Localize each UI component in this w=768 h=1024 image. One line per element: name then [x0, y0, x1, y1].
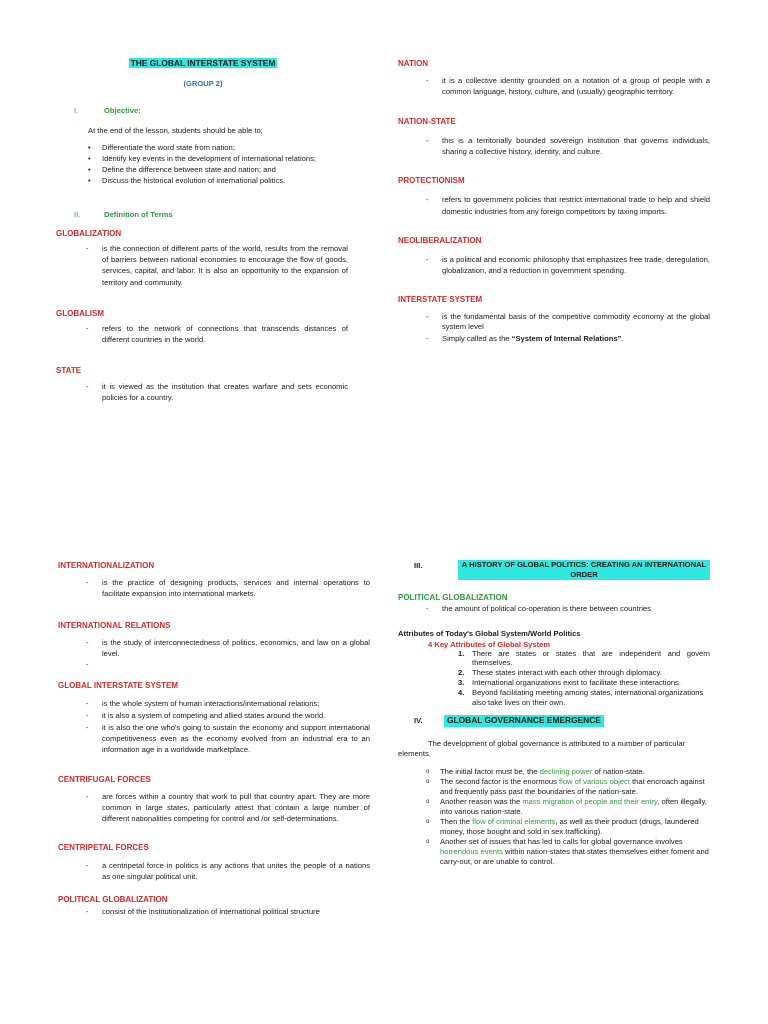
- term-international-relations: INTERNATIONAL RELATIONS: [58, 620, 171, 630]
- term-political-globalization: POLITICAL GLOBALIZATION: [398, 593, 508, 602]
- definition: - the amount of political co-operation is there between countries: [426, 604, 651, 614]
- quadrant-bottom-left: [58, 560, 370, 917]
- term-state: STATE: [56, 366, 82, 376]
- definition: - it is also a system of competing and allied states around the world.: [86, 710, 326, 720]
- list-item: 2. These states interact with each other through diplomacy.: [458, 668, 662, 678]
- term-neoliberalization: NEOLIBERALIZATION: [398, 235, 482, 245]
- quadrant-bottom-right: [398, 560, 710, 867]
- definition: - it is viewed as the institution that creates warfare and sets economic policies for a country.: [86, 381, 348, 402]
- term-globalization: GLOBALIZATION: [56, 228, 122, 238]
- definition: - is the practice of designing products, services and internal operations to facilitate expansion into international markets.: [86, 578, 370, 599]
- definition: - are forces within a country that work to pull that country apart. They are more common in large states, particularly attest that contain a large number of different nationalities competing for control and /or self-determinations.: [86, 791, 370, 824]
- term-centripetal-forces: CENTRIPETAL FORCES: [58, 843, 149, 853]
- objective-heading: I. Objective:: [74, 106, 141, 116]
- attributes-list: [398, 649, 710, 708]
- definition: - a centripetal force in politics is any actions that unites the people of a nations as one singular political unit.: [86, 860, 370, 881]
- list-item: • Define the difference between state and nation; and: [88, 165, 276, 175]
- definition: - is the study of interconnectedness of politics, economics, and law on a global level.: [86, 637, 370, 659]
- list-item: 3. International organizations exist to facilitate these interactions.: [458, 678, 681, 687]
- list-item: o Then the flow of criminal elements, as well as their product (drugs, laundered money, those bought and sold in sex trafficking).: [426, 816, 699, 836]
- list-item: o The initial factor must be, the declining power of nation-state.: [426, 766, 645, 776]
- section-iv-title: GLOBAL GOVERNANCE EMERGENCE: [444, 715, 604, 726]
- quadrant-top-left: [58, 58, 348, 403]
- term-political-globalization: POLITICAL GLOBALIZATION: [58, 895, 168, 905]
- definition: - refers to government policies that restrict international trade to help and shield domestic industries from any foreign competitors by taxing imports.: [426, 195, 710, 216]
- section-iii-title: A HISTORY OF GLOBAL POLITICS: CREATING AN INTERNATIONAL ORDER: [458, 560, 710, 580]
- section-iii-heading: III. A HISTORY OF GLOBAL POLITICS: CREATING AN INTERNATIONAL ORDER: [398, 560, 710, 580]
- definition: - is a political and economic philosophy that emphasizes free trade, deregulation, globalization, and a reduction in government spending.: [426, 255, 710, 276]
- term-protectionism: PROTECTIONISM: [398, 176, 465, 186]
- definition: - is the connection of different parts of the world, results from the removal of barriers between national economies to encourage the flow of goods, services, capital, and labor. It is also an opportunity to the expansion of territory and community.: [86, 244, 348, 287]
- definition: - is the whole system of human interactions/international relations;: [86, 698, 320, 708]
- group-label: (GROUP 2): [183, 79, 223, 89]
- definitions-heading: II. Definition of Terms: [74, 209, 173, 219]
- document-title: THE GLOBAL INTERSTATE SYSTEM: [130, 58, 276, 68]
- term-internationalization: INTERNATIONALIZATION: [58, 561, 155, 570]
- term-global-interstate-system: GLOBAL INTERSTATE SYSTEM: [58, 681, 179, 691]
- factors-list: [398, 767, 710, 867]
- definition: - it is also the one who's going to sustain the economy and support international competitiveness even as the economy evolved from an industrial era to an information age in a worldwide marketplace.: [86, 723, 370, 755]
- term-globalism: GLOBALISM: [56, 308, 104, 318]
- term-nation: NATION: [398, 59, 429, 68]
- definition-empty: -: [86, 660, 89, 670]
- governance-intro: The development of global governance is attributed to a number of particular elements.: [398, 738, 686, 758]
- list-item: 4. Beyond facilitating meeting among states, international organizations also take lives on their own.: [458, 687, 704, 707]
- definition: - this is a territorially bounded sovereign institution that governs individuals, sharing a collective history, identity, and culture.: [426, 135, 710, 157]
- term-interstate-system: INTERSTATE SYSTEM: [398, 295, 483, 305]
- objective-list: [58, 142, 348, 187]
- definition: - is the fundamental basis of the competitive commodity economy at the global system level: [426, 311, 710, 331]
- term-centrifugal-forces: CENTRIFUGAL FORCES: [58, 774, 151, 784]
- list-item: • Discuss the historical evolution of international politics.: [88, 176, 286, 186]
- definition: - Simply called as the “System of Internal Relations”.: [426, 333, 624, 343]
- definition: - it is a collective identity grounded on a notation of a group of people with a common language, history, culture, and (usually) geographic territory.: [426, 76, 710, 97]
- list-item: o Another reason was the mass migration of people and their entry, often illegally, into various nation-state.: [426, 796, 707, 816]
- list-item: • Differentiate the word state from nation;: [88, 142, 235, 152]
- list-item: o Another set of issues that has led to calls for global governance involves horrendous events within nation-states that states themselves either foment and carry-out, or are unable to control.: [426, 836, 709, 866]
- attributes-subtitle: 4 Key Attributes of Global System: [428, 639, 551, 649]
- definition: - consist of the institutionalization of international political structure: [86, 907, 320, 917]
- list-item: o The second factor is the enormous flow of various object that encroach against and frequently pass past the boundaries of the nation-sate.: [426, 776, 705, 796]
- term-nation-state: NATION-STATE: [398, 116, 456, 126]
- list-item: 1. There are states or states that are independent and govern themselves.: [458, 648, 710, 668]
- quadrant-top-right: [398, 58, 710, 344]
- definition: - refers to the network of connections that transcends distances of different countries in the world.: [86, 324, 348, 345]
- objective-intro: At the end of the lesson, students should be able to;: [88, 125, 263, 135]
- attributes-title: Attributes of Today's Global System/World Politics: [398, 629, 581, 639]
- list-item: • Identify key events in the development of international relations;: [88, 154, 317, 164]
- section-iv-heading: IV. GLOBAL GOVERNANCE EMERGENCE: [398, 715, 710, 726]
